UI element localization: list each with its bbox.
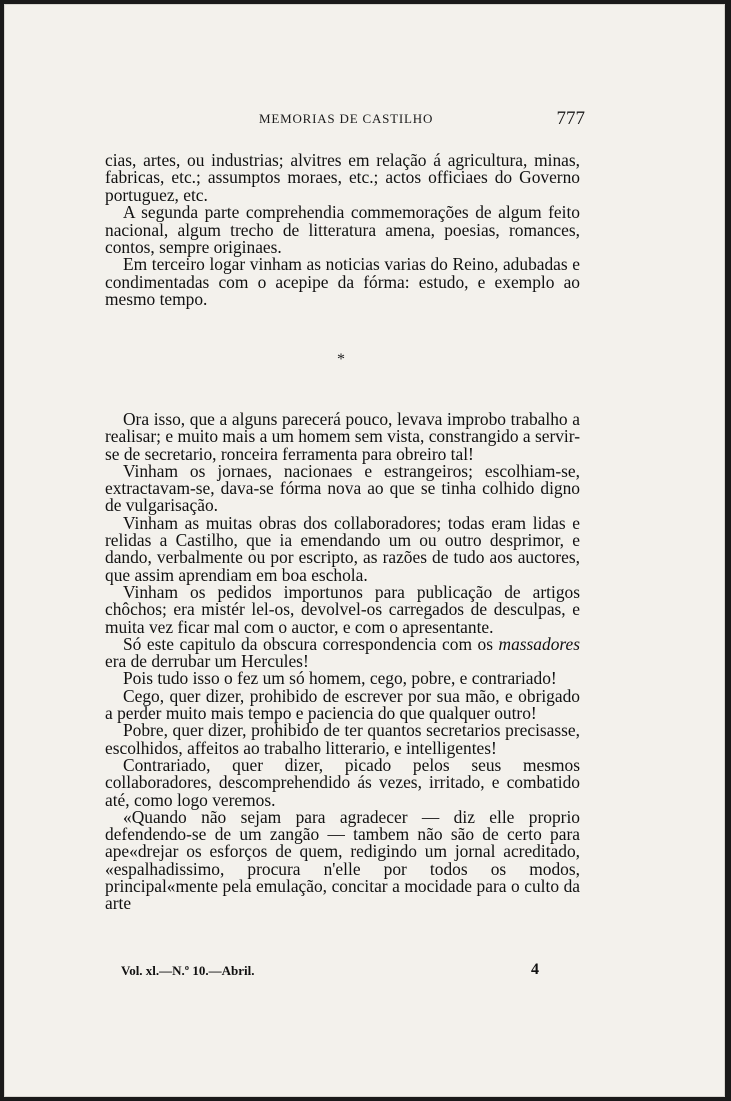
- paragraph-text: era de derrubar um Hercules!: [105, 651, 309, 672]
- paragraph: Contrariado, quer dizer, picado pelos seus mesmos collaboradores, descomprehendido ás vezes, irritado, e combatido até, como logo veremos.: [105, 754, 580, 810]
- paragraph-text: Só este capitulo da obscura correspondencia com os: [123, 633, 499, 654]
- paragraph: cias, artes, ou industrias; alvitres em relação á agricultura, minas, fabricas, etc.; assumptos moraes, etc.; actos officiaes do Governo portuguez, etc.: [105, 150, 580, 205]
- book-page: [4, 4, 725, 1097]
- text-block-top: [105, 152, 580, 309]
- volume-line: Vol. xl.—N.º 10.—Abril.: [121, 963, 255, 978]
- signature-mark: 4: [531, 961, 539, 978]
- paragraph: [105, 633, 580, 672]
- paragraph: Ora isso, que a alguns parecerá pouco, levava improbo trabalho a realisar; e muito mais a um homem sem vista, constrangido a servir-se de secretario, ronceira ferramenta para obreiro tal!: [105, 409, 580, 464]
- section-separator: *: [337, 351, 345, 368]
- running-title: MEMORIAS DE CASTILHO: [259, 111, 434, 126]
- paragraph: «Quando não sejam para agradecer — diz elle proprio defendendo-se de um zangão — tambem não são de certo para ape«drejar os esforços de quem, redigindo um jornal acreditado, «espalhadissimo, procura n'elle por todos os modos, principal«mente pela emulação, concitar a mocidade para o culto da arte: [105, 806, 580, 914]
- paragraph: Em terceiro logar vinham as noticias varias do Reino, adubadas e condimentadas com o acepipe da fórma: estudo, e exemplo ao mesmo tempo.: [105, 254, 580, 310]
- text-block-main: [105, 411, 580, 913]
- paragraph: Vinham os pedidos importunos para publicação de artigos chôchos; era mistér lel-os, devolvel-os carregados de desculpas, e muita vez ficar mal com o auctor, e com o apresentante.: [105, 581, 580, 637]
- paragraph: Pois tudo isso o fez um só homem, cego, pobre, e contrariado!: [123, 668, 557, 689]
- paragraph: Cego, quer dizer, prohibido de escrever por sua mão, e obrigado a perder muito mais tempo e paciencia do que qualquer outro!: [105, 685, 580, 724]
- italic-term: massadores: [498, 633, 580, 654]
- page-footer: [121, 963, 551, 979]
- paragraph: Vinham as muitas obras dos collaboradores; todas eram lidas e relidas a Castilho, que ia emendando um ou outro desprimor, e dando, verbalmente ou por escripto, as razões de tudo aos auctores, que assim aprendiam em boa eschola.: [105, 512, 580, 585]
- paragraph: Vinham os jornaes, nacionaes e estrangeiros; escolhiam-se, extractavam-se, dava-se fórma nova ao que se tinha colhido digno de vulgarisação.: [105, 460, 580, 516]
- paragraph: A segunda parte comprehendia commemorações de algum feito nacional, algum trecho de litteratura amena, poesias, romances, contos, sempre originaes.: [105, 202, 580, 258]
- page-number: 777: [556, 108, 585, 129]
- paragraph: Pobre, quer dizer, prohibido de ter quantos secretarios precisasse, escolhidos, affeitos ao trabalho litterario, e intelligentes!: [105, 720, 580, 758]
